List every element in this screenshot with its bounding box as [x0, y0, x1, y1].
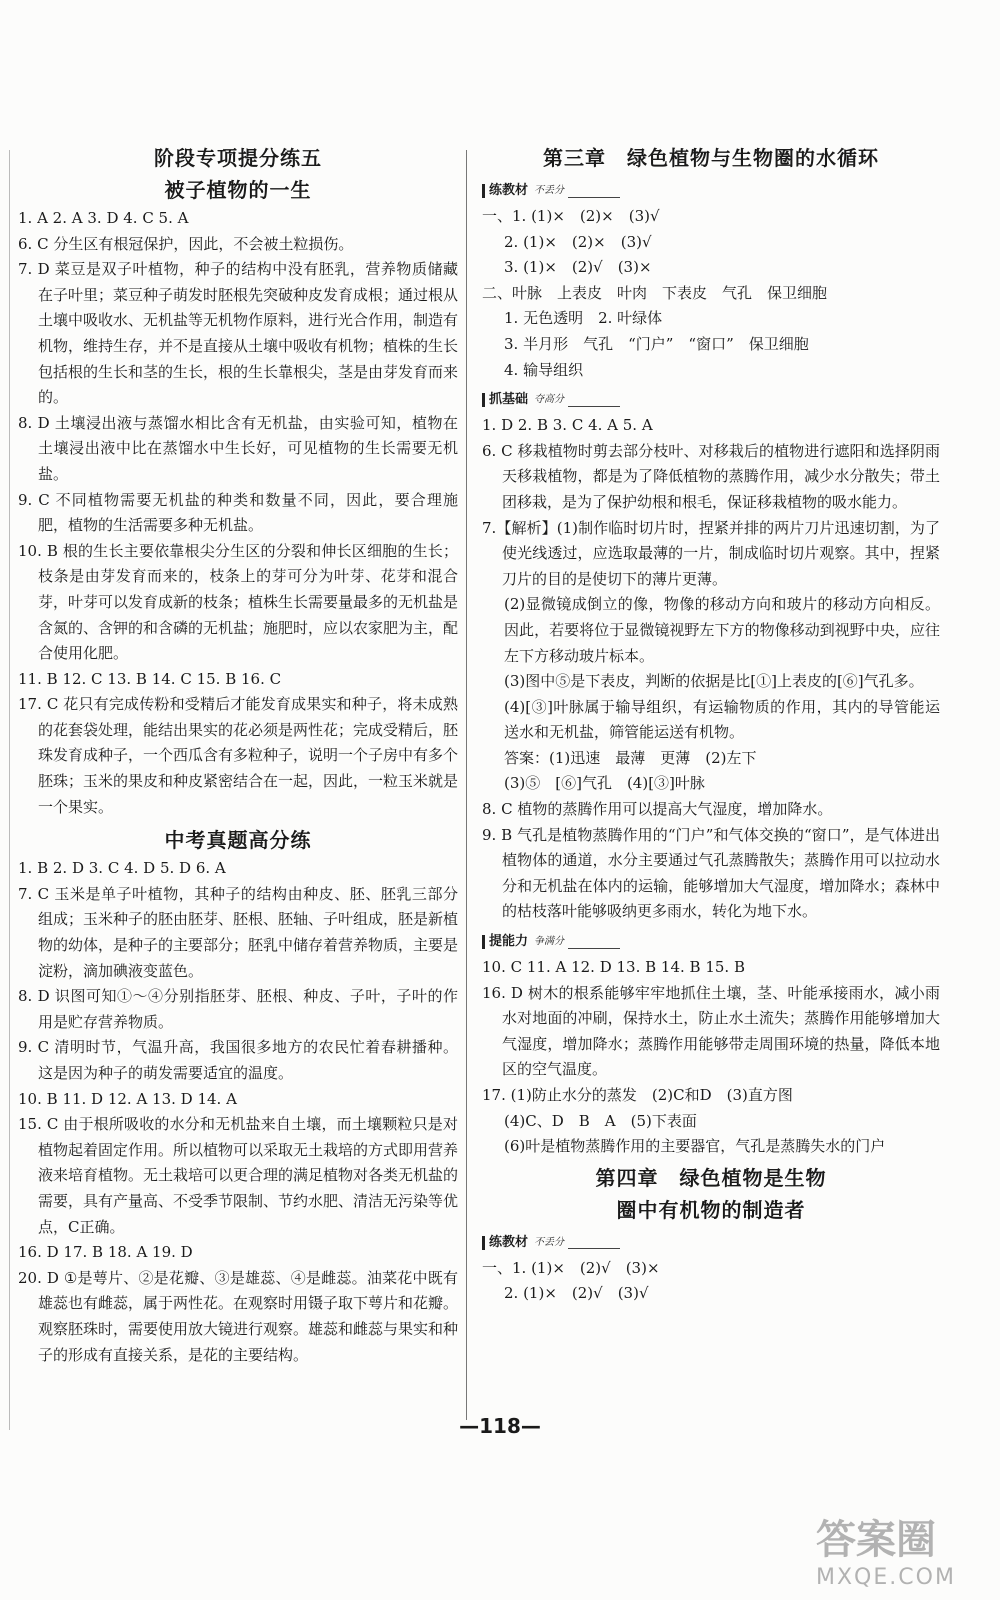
answer-line: 4. 输导组织: [504, 360, 584, 379]
left-column: [18, 142, 458, 1368]
answer-line: 20. D ①是萼片、②是花瓣、③是雄蕊、④是雌蕊。油菜花中既有雄蕊也有雌蕊，属于两性花。在观察时用镊子取下萼片和花瓣。观察胚珠时，需要使用放大镜进行观察。雄蕊和雌蕊与果实和种子的形成有直接关系，是花的主要结构。: [18, 1268, 459, 1364]
answer-line: 10. B 根的生长主要依靠根尖分生区的分裂和伸长区细胞的生长；枝条是由芽发育而来的，枝条上的芽可分为叶芽、花芽和混合芽，叶芽可以发育成新的枝条；植株生长需要量最多的无机盐是含氮的、含钾的和含磷的无机盐；施肥时，应以农家肥为主，配合使用化肥。: [18, 541, 459, 663]
section-rule: [568, 197, 620, 198]
answer-line: (4)[③]叶脉属于输导组织，有运输物质的作用，其内的导管能运送水和无机盐，筛管能运送有机物。: [504, 697, 940, 742]
chapter-title: 第三章 绿色植物与生物圈的水循环: [543, 146, 879, 170]
right-column: [482, 142, 940, 1307]
answer-line: 1. B 2. D 3. C 4. D 5. D 6. A: [18, 859, 226, 878]
answer-line: 7. D 菜豆是双子叶植物，种子的结构中没有胚乳，营养物质储藏在子叶里；菜豆种子萌发时胚根先突破种皮发育成根；通过根从土壤中吸收水、无机盐等无机物作原料，进行光合作用，制造有机物，维持生存，并不是直接从土壤中吸收有机物；植株的生长包括根的生长和茎的生长，根的生长靠根尖，茎是由芽发育而来的。: [18, 260, 459, 407]
section-header: [482, 931, 940, 953]
answer-line: 8. C 植物的蒸腾作用可以提高大气湿度，增加降水。: [482, 800, 833, 819]
answer-line: 7. C 玉米是单子叶植物，其种子的结构由种皮、胚、胚乳三部分组成；玉米种子的胚由胚芽、胚根、胚轴、子叶组成，胚是新植物的幼体，是种子的主要部分；胚乳中储存着营养物质，主要是淀粉，滴加碘液变蓝色。: [18, 884, 459, 980]
section-sublabel: 不丢分: [534, 185, 565, 196]
answer-line: (3)⑤ [⑥]气孔 (4)[③]叶脉: [504, 774, 705, 793]
section-bar-icon: [482, 935, 485, 949]
section-rule: [568, 1248, 620, 1249]
answer-line: 8. D 土壤浸出液与蒸馏水相比含有无机盐，由实验可知，植物在土壤浸出液中比在蒸馏水中生长好，可见植物的生长需要无机盐。: [18, 413, 458, 483]
answer-line: 9. C 不同植物需要无机盐的种类和数量不同，因此，要合理施肥，植物的生活需要多种无机盐。: [18, 490, 458, 535]
answer-line: 16. D 树木的根系能够牢牢地抓住土壤，茎、叶能承接雨水，减小雨水对地面的冲刷，保持水土，防止水土流失；蒸腾作用能够增加大气湿度，增加降水；蒸腾作用能够带走周围环境的热量，降低本地区的空气温度。: [482, 983, 940, 1079]
section-sublabel: 夺高分: [534, 394, 565, 406]
answer-line: 2. (1)× (2)× (3)√: [504, 232, 652, 251]
answer-line: 答案：(1)迅速 最薄 更薄 (2)左下: [504, 748, 757, 767]
section-subtitle: 被子植物的一生: [164, 178, 312, 202]
answer-line: 10. B 11. D 12. A 13. D 14. A: [18, 1089, 237, 1108]
answer-line: 一、1. (1)× (2)× (3)√: [482, 207, 660, 225]
answer-line: 16. D 17. B 18. A 19. D: [18, 1243, 193, 1262]
section-rule: [568, 948, 620, 949]
answer-line: 7.【解析】(1)制作临时切片时，捏紧并排的两片刀片迅速切割，为了使光线透过，应选取最薄的一片，制成临时切片观察。其中，捏紧刀片的目的是使切下的薄片更薄。: [482, 518, 940, 588]
section-label: 练教材: [489, 183, 529, 198]
answer-line: 3. (1)× (2)√ (3)×: [504, 258, 652, 277]
watermark-en: MXQE.COM: [816, 1565, 956, 1590]
section-label: 抓基础: [489, 392, 529, 408]
answer-line: 3. 半月形 气孔 “门户” “窗口” 保卫细胞: [504, 334, 809, 353]
answer-line: 6. C 移栽植物时剪去部分枝叶、对移栽后的植物进行遮阳和选择阴雨天移栽植物，都是为了降低植物的蒸腾作用，减少水分散失；带土团移栽，是为了保护幼根和根毛，保证移栽植物的吸水能力。: [482, 441, 940, 511]
watermark-logo: [816, 1508, 986, 1590]
page-edge-line: [9, 150, 10, 1430]
answer-line: 9. B 气孔是植物蒸腾作用的“门户”和气体交换的“窗口”，是气体进出植物体的通道，水分主要通过气孔蒸腾散失；蒸腾作用可以拉动水分和无机盐在体内的运输，能够增加大气湿度，增加降水；森林中的枯枝落叶能够吸纳更多雨水，转化为地下水。: [482, 825, 940, 921]
answer-line: 1. 无色透明 2. 叶绿体: [504, 309, 663, 328]
answer-line: 15. C 由于根所吸收的水分和无机盐来自土壤，而土壤颗粒只是对植物起着固定作用。所以植物可以采取无土栽培的方式即用营养液来培育植物。无土栽培可以更合理的满足植物对各类无机盐的需要，具有产量高、不受季节限制、节约水肥、清洁无污染等优点，C正确。: [18, 1115, 459, 1236]
chapter-subtitle: 圈中有机物的制造者: [616, 1197, 806, 1222]
section-header: [482, 1232, 940, 1254]
answer-line: (2)显微镜成倒立的像，物像的移动方向和玻片的移动方向相反。因此，若要将位于显微镜视野左下方的物像移动到视野中央，应往左下方移动玻片标本。: [504, 595, 940, 665]
answer-line: 8. D 识图可知①～④分别指胚芽、胚根、种皮、子叶，子叶的作用是贮存营养物质。: [18, 987, 458, 1031]
section-label: 提能力: [489, 934, 529, 950]
answer-line: 17. C 花只有完成传粉和受精后才能发育成果实和种子，将未成熟的花套袋处理，能结出果实的花必须是两性花；完成受精后，胚珠发育成种子，一个西瓜含有多粒种子，说明一个子房中有多个胚珠；玉米的果皮和种皮紧密结合在一起，因此，一粒玉米就是一个果实。: [18, 695, 459, 816]
watermark-cn: 答案圈: [816, 1517, 936, 1563]
answer-line: 9. C 清明时节，气温升高，我国很多地方的农民忙着春耕播种。这是因为种子的萌发需要适宜的温度。: [18, 1038, 458, 1082]
answer-line: 17. (1)防止水分的蒸发 (2)C和D (3)直方图: [482, 1086, 793, 1104]
answer-line: 6. C 分生区有根冠保护，因此，不会被土粒损伤。: [18, 234, 354, 253]
answer-line: 10. C 11. A 12. D 13. B 14. B 15. B: [482, 958, 745, 977]
column-divider: [466, 150, 467, 1420]
answer-line: 一、1. (1)× (2)√ (3)×: [482, 1258, 660, 1277]
section-header: [482, 389, 940, 411]
section-title: 中考真题高分练: [164, 828, 312, 853]
section-sublabel: 不丢分: [534, 1236, 565, 1248]
section-bar-icon: [482, 393, 485, 407]
section-sublabel: 争满分: [534, 936, 565, 948]
answer-line: 二、叶脉 上表皮 叶肉 下表皮 气孔 保卫细胞: [482, 283, 828, 302]
answer-line: 2. (1)× (2)√ (3)√: [504, 1284, 649, 1303]
section-rule: [568, 406, 620, 407]
page-number: —118—: [459, 1414, 541, 1438]
section-label: 练教材: [489, 1234, 529, 1250]
answer-line: 1. D 2. B 3. C 4. A 5. A: [482, 416, 653, 435]
answer-line: (6)叶是植物蒸腾作用的主要器官，气孔是蒸腾失水的门户: [504, 1137, 886, 1156]
chapter-title: 第四章 绿色植物是生物: [595, 1165, 827, 1190]
answer-line: (4)C、D B A (5)下表面: [504, 1111, 697, 1130]
section-bar-icon: [482, 1236, 485, 1250]
section-header: [482, 180, 940, 202]
section-bar-icon: [482, 184, 485, 198]
answer-line: 11. B 12. C 13. B 14. C 15. B 16. C: [18, 669, 282, 688]
answer-line: (3)图中⑤是下表皮，判断的依据是比[①]上表皮的[⑥]气孔多。: [504, 672, 924, 691]
section-title: 阶段专项提分练五: [154, 146, 322, 170]
answer-line: 1. A 2. A 3. D 4. C 5. A: [18, 209, 189, 227]
